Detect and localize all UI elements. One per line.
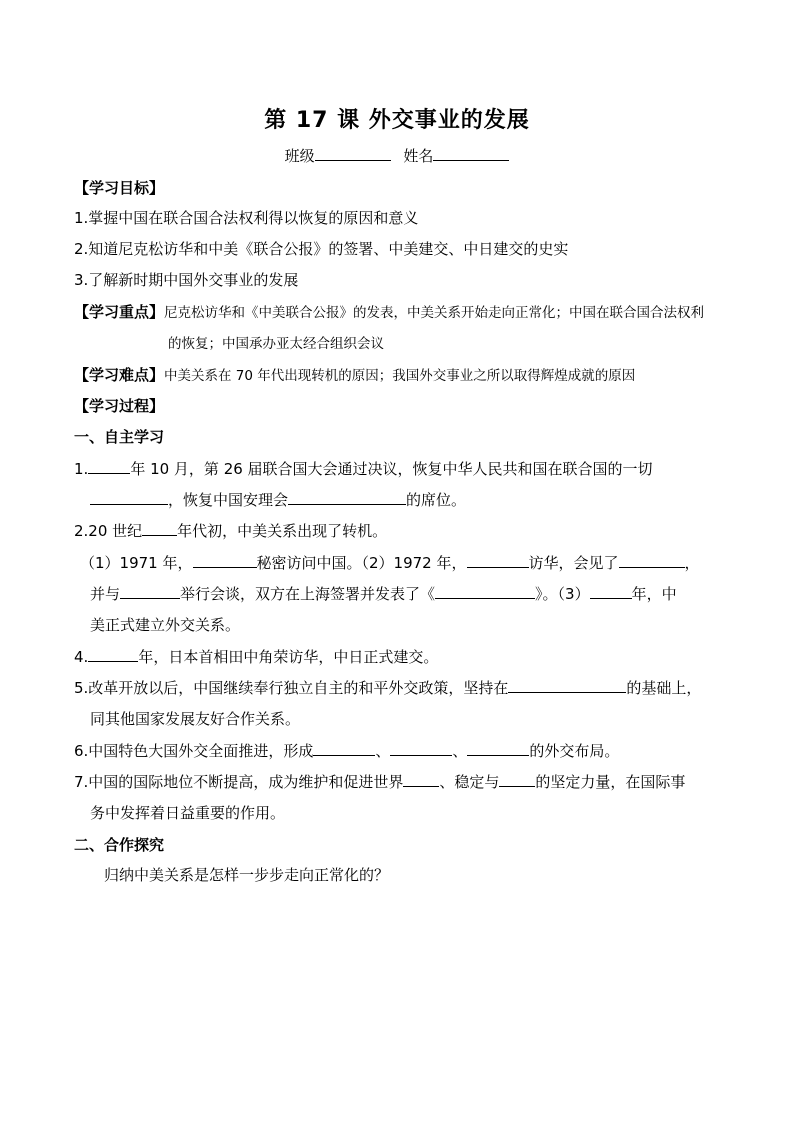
blank-1971-visitor[interactable] <box>193 553 257 568</box>
blank-security-council-seat[interactable] <box>288 490 406 505</box>
blank-relations-year[interactable] <box>590 584 632 599</box>
goal-item-3: 3.了解新时期中国外交事业的发展 <box>74 271 299 289</box>
question-1-line-1: 1. 年 10 月，第 26 届联合国大会通过决议，恢复中华人民共和国在联合国的一切 <box>74 460 653 478</box>
blank-layout-2[interactable] <box>390 741 452 756</box>
goal-item-1: 1.掌握中国在联合国合法权利得以恢复的原因和意义 <box>74 209 419 227</box>
blank-communique[interactable] <box>435 584 535 599</box>
question-2-sub-line-1: （1）1971 年， 秘密访问中国。（2）1972 年， 访华，会见了 ， <box>80 554 700 572</box>
question-5-line-2: 同其他国家发展友好合作关系。 <box>90 710 301 728</box>
question-7-line-1: 7.中国的国际地位不断提高，成为维护和促进世界 、稳定与 的坚定力量，在国际事 <box>74 773 686 791</box>
question-4: 4. 年，日本首相田中角荣访华，中日正式建交。 <box>74 648 439 666</box>
blank-met-leader[interactable] <box>619 553 685 568</box>
class-blank[interactable] <box>315 146 391 161</box>
blank-japan-year[interactable] <box>88 647 138 662</box>
name-label: 姓名 <box>403 147 434 165</box>
process-heading: 【学习过程】 <box>74 397 165 415</box>
question-5-line-1: 5.改革开放以后，中国继续奉行独立自主的和平外交政策，坚持在 的基础上， <box>74 679 702 697</box>
inquiry-question: 归纳中美关系是怎样一步步走向正常化的？ <box>104 866 390 884</box>
key-points <box>74 301 704 322</box>
blank-decade[interactable] <box>142 521 177 536</box>
question-2-sub-line-2: 并与 举行会谈，双方在上海签署并发表了《 》。（3） 年，中 <box>90 585 677 603</box>
blank-development[interactable] <box>499 772 535 787</box>
question-1-line-2: ，恢复中国安理会 的席位。 <box>90 489 466 510</box>
key-points-text-2: 的恢复；中国承办亚太经合组织会议 <box>168 336 384 352</box>
difficulties-heading: 【学习难点】 <box>74 366 165 384</box>
blank-un-year[interactable] <box>88 459 130 474</box>
blank-talks-with[interactable] <box>120 584 180 599</box>
blank-legal-rights[interactable] <box>90 490 168 505</box>
difficulties-text: 中美关系在 70 年代出现转机的原因；我国外交事业之所以取得辉煌成就的原因 <box>164 368 636 384</box>
blank-layout-3[interactable] <box>467 741 529 756</box>
blank-layout-1[interactable] <box>313 741 375 756</box>
section-2-heading: 二、合作探究 <box>74 836 165 854</box>
blank-principles[interactable] <box>508 678 626 693</box>
blank-peace[interactable] <box>403 772 439 787</box>
name-blank[interactable] <box>433 146 509 161</box>
goals-heading: 【学习目标】 <box>74 179 165 197</box>
difficulties <box>74 364 635 385</box>
section-1-heading: 一、自主学习 <box>74 428 165 446</box>
lesson-title: 第 17 课 外交事业的发展 <box>264 108 530 133</box>
blank-1972-visitor[interactable] <box>467 553 529 568</box>
goal-item-2: 2.知道尼克松访华和中美《联合公报》的签署、中美建交、中日建交的史实 <box>74 240 569 258</box>
key-points-heading: 【学习重点】 <box>74 303 165 321</box>
question-7-line-2: 务中发挥着日益重要的作用。 <box>90 804 286 822</box>
question-2-sub-line-3: 美正式建立外交关系。 <box>90 616 241 634</box>
key-points-text-1: 尼克松访华和《中美联合公报》的发表，中美关系开始走向正常化；中国在联合国合法权利 <box>164 305 705 321</box>
question-2: 2.20 世纪 年代初，中美关系出现了转机。 <box>74 522 388 540</box>
question-6: 6.中国特色大国外交全面推进，形成 、 、 的外交布局。 <box>74 742 620 760</box>
student-info <box>0 145 794 166</box>
class-label: 班级 <box>284 147 315 165</box>
